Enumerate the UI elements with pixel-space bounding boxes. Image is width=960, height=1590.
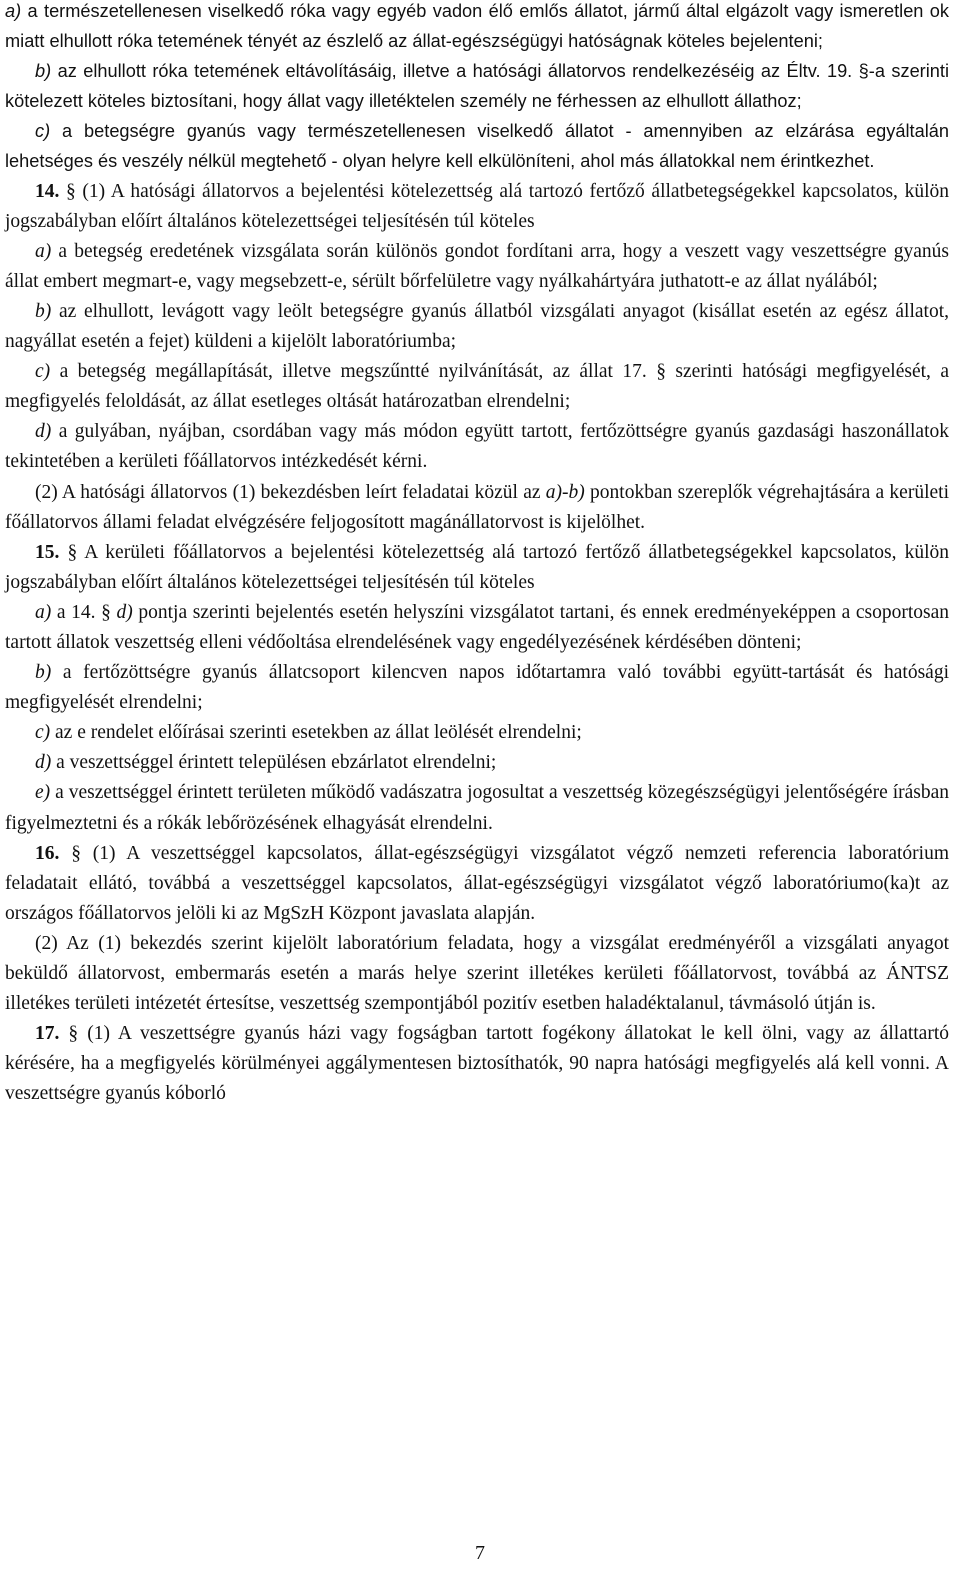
paragraph-text: az e rendelet előírásai szerinti esetekben az állat leölését elrendelni; bbox=[50, 722, 582, 744]
point-label: a) bbox=[35, 240, 52, 262]
paragraph-text: az elhullott, levágott vagy leölt betegségre gyanús állatból vizsgálati anyagot (kisállat esetén az egész állatot, nagyállat esetén a fejet) küldeni a kijelölt laboratóriumba; bbox=[5, 300, 949, 353]
section-number: 17. bbox=[35, 1023, 60, 1045]
paragraph-b3 bbox=[5, 116, 949, 176]
point-label: c) bbox=[35, 121, 51, 142]
point-label: a)-b) bbox=[545, 481, 585, 503]
paragraph-text: § (1) A veszettségre gyanús házi vagy fogságban tartott fogékony állatokat le kell ölni, vagy az állattartó kérésére, ha a megfigyelés körülményei aggálymentesen biztosíthatók, 90 napra hatósági megfigyelés alá kell vonni. A veszettségre gyanús kóborló bbox=[5, 1023, 949, 1105]
paragraph-b8 bbox=[5, 417, 949, 477]
paragraph-text: pontokban szereplők végrehajtására a kerületi főállatorvos állami feladat elvégzésére feljogosított magánállatorvost is kijelölhet. bbox=[5, 481, 949, 533]
point-label: c) bbox=[35, 361, 51, 383]
section-number: 15. bbox=[35, 541, 60, 563]
paragraph-text: a veszettséggel érintett területen működő vadászatra jogosultat a veszettség közegészségügyi jelentőségére írásban figyelmeztetni és a rókák lebőrözésének elhagyását elrendelni. bbox=[5, 782, 949, 834]
paragraph-text: § (1) A veszettséggel kapcsolatos, állat-egészségügyi vizsgálatot végző nemzeti referencia laboratórium feladatait ellátó, továbbá a veszettséggel kapcsolatos, állat-egészségügyi vizsgálatot végző laboratóriumo(ka)t az országos főállatorvos jelöli ki az MgSzH Központ javaslata alapján. bbox=[5, 842, 949, 924]
paragraph-text: a természetellenesen viselkedő róka vagy egyéb vadon élő emlős állatot, jármű által elgázolt vagy ismeretlen ok miatt elhullott róka tetemének tényét az észlelő az állat-egészségügyi hatóságnak köteles bejelenteni; bbox=[5, 1, 949, 52]
point-label: d) bbox=[35, 752, 52, 774]
paragraph-text: (2) A hatósági állatorvos (1) bekezdésben leírt feladatai közül az bbox=[35, 481, 546, 503]
point-label: b) bbox=[35, 300, 52, 322]
paragraph-b2 bbox=[5, 56, 949, 116]
paragraph-b18 bbox=[5, 1019, 949, 1109]
section-number: 14. bbox=[35, 180, 60, 202]
paragraph-text: (2) Az (1) bekezdés szerint kijelölt laboratórium feladata, hogy a vizsgálat eredményéről a vizsgálati anyagot beküldő állatorvost, embermarás esetén a marás helye szerint illetékes kerületi főállatorvost, továbbá az ÁNTSZ illetékes területi intézetét értesítse, veszettség szempontjából pozitív esetben haladéktalanul, távmásoló útján is. bbox=[5, 932, 949, 1015]
paragraph-b1 bbox=[5, 0, 949, 56]
paragraph-text: az elhullott róka tetemének eltávolításáig, illetve a hatósági állatorvos rendelkezéséig az Éltv. 19. §-a szerinti kötelezett köteles biztosítani, hogy állat vagy illetéktelen személy ne férhessen az elhullott állathoz; bbox=[5, 61, 949, 112]
paragraph-b13 bbox=[5, 718, 949, 748]
page-number: 7 bbox=[475, 1542, 485, 1564]
paragraph-text: pontja szerinti bejelentés esetén helyszíni vizsgálatot tartani, és ennek eredményeképpen a csoportosan tartott állatok veszettség elleni védőoltása elrendelésének vagy engedélyezésének kérdésében dönteni; bbox=[5, 601, 950, 653]
section-number: 16. bbox=[35, 842, 60, 864]
paragraph-text: a 14. § bbox=[51, 601, 117, 623]
paragraph-b7 bbox=[5, 357, 949, 417]
paragraph-b17 bbox=[5, 929, 949, 1019]
point-label: e) bbox=[35, 782, 51, 804]
paragraph-text: a fertőzöttségre gyanús állatcsoport kilencven napos időtartamra való további együtt-tartását és hatósági megfigyelését elrendelni; bbox=[5, 662, 949, 714]
paragraph-b14 bbox=[5, 748, 949, 778]
paragraph-b10 bbox=[5, 538, 949, 598]
point-label: a) bbox=[35, 601, 52, 623]
paragraph-b4 bbox=[5, 177, 949, 237]
paragraph-b12 bbox=[5, 658, 949, 718]
point-label: d) bbox=[35, 421, 52, 443]
paragraph-b15 bbox=[5, 778, 949, 838]
point-label: d) bbox=[116, 601, 133, 623]
paragraph-b5 bbox=[5, 237, 949, 297]
paragraph-b11 bbox=[5, 598, 949, 658]
paragraph-text: § (1) A hatósági állatorvos a bejelentési kötelezettség alá tartozó fertőző állatbetegségekkel kapcsolatos, külön jogszabályban előírt általános kötelezettségei teljesítésén túl köteles bbox=[5, 180, 949, 232]
point-label: a) bbox=[5, 1, 22, 21]
paragraph-b9 bbox=[5, 478, 949, 538]
point-label: b) bbox=[35, 662, 52, 684]
paragraph-text: a betegség megállapítását, illetve megszűntté nyilvánítását, az állat 17. § szerinti hatósági megfigyelését, a megfigyelés feloldását, az állat esetleges oltását határozatban elrendelni; bbox=[5, 361, 949, 413]
paragraph-b16 bbox=[5, 839, 949, 929]
paragraph-text: a betegség eredetének vizsgálata során különös gondot fordítani arra, hogy a veszett vagy veszettségre gyanús állat embert megmart-e, vagy megsebzett-e, sérült bőrfelületre vagy nyálkahártyára juthatott-e az állat nyálából; bbox=[5, 240, 949, 292]
point-label: b) bbox=[35, 61, 52, 82]
document-body bbox=[5, 0, 949, 1109]
paragraph-b6 bbox=[5, 297, 949, 357]
paragraph-text: a veszettséggel érintett településen ebzárlatot elrendelni; bbox=[51, 752, 497, 774]
paragraph-text: § A kerületi főállatorvos a bejelentési kötelezettség alá tartozó fertőző állatbetegségekkel kapcsolatos, külön jogszabályban előírt általános kötelezettségei teljesítésén túl köteles bbox=[5, 541, 949, 593]
paragraph-text: a gulyában, nyájban, csordában vagy más módon együtt tartott, fertőzöttségre gyanús gazdasági haszonállatok tekintetében a kerületi főállatorvos intézkedését kérni. bbox=[5, 421, 949, 473]
point-label: c) bbox=[35, 722, 51, 744]
paragraph-text: a betegségre gyanús vagy természetellenesen viselkedő állatot - amennyiben az elzárása egyáltalán lehetséges és veszély nélkül megtehető - olyan helyre kell elkülöníteni, ahol más állatokkal nem érintkezhet. bbox=[5, 121, 949, 172]
